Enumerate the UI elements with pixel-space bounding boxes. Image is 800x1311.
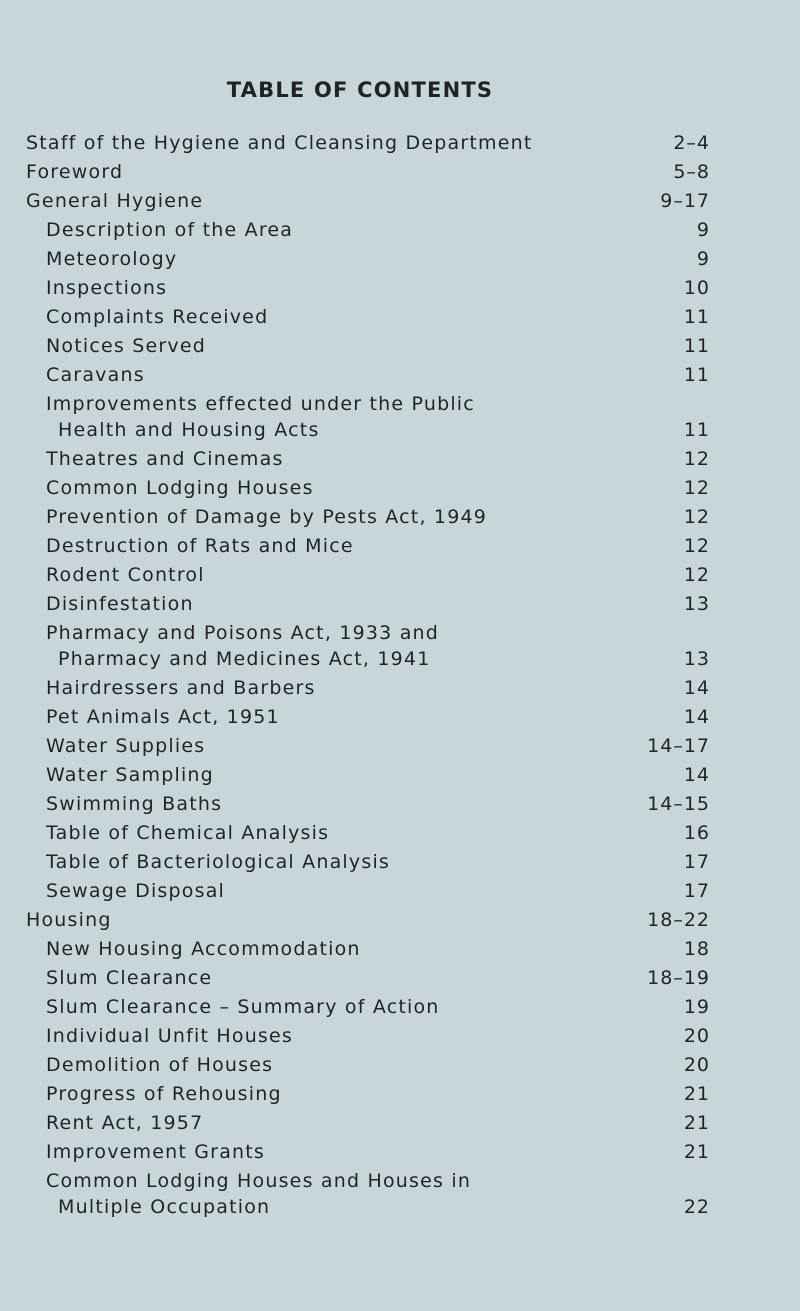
toc-entry	[0, 1110, 800, 1139]
toc-entry-title-line: Hairdressers and Barbers	[46, 677, 316, 699]
toc-entry-title	[46, 246, 566, 272]
toc-entry-title	[46, 591, 566, 617]
table-of-contents	[0, 130, 800, 1223]
toc-entry-title	[46, 936, 566, 962]
toc-page-numbers: 18–22	[647, 909, 710, 931]
toc-page-numbers: 14	[683, 677, 710, 699]
toc-entry	[0, 130, 800, 159]
toc-entry-title	[46, 504, 566, 530]
toc-entry-title	[46, 994, 566, 1020]
toc-page-numbers: 11	[683, 364, 710, 386]
toc-page-numbers: 16	[683, 822, 710, 844]
toc-entry-title-line: Improvement Grants	[46, 1141, 266, 1163]
toc-entry-title	[46, 304, 566, 330]
toc-page-numbers: 5–8	[673, 161, 710, 183]
toc-entry-title-line: Progress of Rehousing	[46, 1083, 282, 1105]
toc-entry-title-line: Water Supplies	[46, 735, 206, 757]
toc-entry-title	[46, 1023, 566, 1049]
toc-entry	[0, 362, 800, 391]
toc-entry-title	[46, 878, 566, 904]
toc-page-numbers: 13	[683, 648, 710, 670]
toc-entry-title	[46, 733, 566, 759]
toc-entry-title	[46, 965, 566, 991]
toc-entry-title-line: Improvements effected under the Public	[46, 393, 475, 415]
toc-entry-title-line: Slum Clearance – Summary of Action	[46, 996, 440, 1018]
toc-entry	[0, 159, 800, 188]
toc-entry	[0, 849, 800, 878]
toc-entry	[0, 620, 800, 675]
toc-page-numbers: 21	[683, 1141, 710, 1163]
toc-entry	[0, 791, 800, 820]
toc-entry-title-continuation: Pharmacy and Medicines Act, 1941	[58, 648, 431, 670]
toc-entry-title	[46, 1052, 566, 1078]
toc-entry	[0, 994, 800, 1023]
toc-entry	[0, 591, 800, 620]
toc-entry	[0, 1081, 800, 1110]
toc-entry	[0, 878, 800, 907]
toc-entry	[0, 533, 800, 562]
toc-page-numbers: 10	[683, 277, 710, 299]
toc-entry	[0, 188, 800, 217]
toc-page-numbers: 12	[683, 506, 710, 528]
toc-entry-title	[46, 620, 566, 672]
toc-page-numbers: 12	[683, 564, 710, 586]
toc-entry-title	[26, 188, 546, 214]
toc-entry-title-line: New Housing Accommodation	[46, 938, 361, 960]
toc-entry-title-line: Pet Animals Act, 1951	[46, 706, 280, 728]
toc-entry-title	[46, 217, 566, 243]
toc-entry-title	[46, 275, 566, 301]
toc-entry-title	[46, 820, 566, 846]
toc-entry-title-line: Caravans	[46, 364, 145, 386]
toc-page-numbers: 9–17	[660, 190, 710, 212]
toc-entry	[0, 562, 800, 591]
toc-page-numbers: 17	[683, 880, 710, 902]
toc-entry-title	[46, 362, 566, 388]
toc-entry-title-line: Description of the Area	[46, 219, 294, 241]
toc-page-numbers: 18	[683, 938, 710, 960]
toc-entry-title-line: Meteorology	[46, 248, 178, 270]
toc-entry-title-line: Foreword	[26, 161, 124, 183]
toc-entry-title-line: Rodent Control	[46, 564, 205, 586]
toc-entry-title-line: Individual Unfit Houses	[46, 1025, 294, 1047]
toc-entry-title-line: Notices Served	[46, 335, 206, 357]
toc-entry	[0, 1023, 800, 1052]
toc-entry	[0, 446, 800, 475]
toc-entry-title	[46, 1110, 566, 1136]
toc-entry-title	[46, 1168, 566, 1220]
toc-entry-title	[46, 849, 566, 875]
toc-entry-title-line: Complaints Received	[46, 306, 269, 328]
toc-entry-title-line: Housing	[26, 909, 112, 931]
toc-entry	[0, 217, 800, 246]
toc-entry-title-line: Table of Bacteriological Analysis	[46, 851, 391, 873]
toc-page-numbers: 2–4	[673, 132, 710, 154]
toc-entry-title	[26, 159, 546, 185]
toc-page-numbers: 14	[683, 706, 710, 728]
toc-entry	[0, 762, 800, 791]
toc-entry	[0, 504, 800, 533]
toc-page-numbers: 9	[696, 248, 710, 270]
toc-entry-title-line: Rent Act, 1957	[46, 1112, 204, 1134]
toc-entry	[0, 475, 800, 504]
toc-entry-title	[46, 1081, 566, 1107]
toc-page-numbers: 20	[683, 1025, 710, 1047]
toc-entry-title-line: Sewage Disposal	[46, 880, 226, 902]
toc-entry-title-line: Inspections	[46, 277, 168, 299]
toc-entry	[0, 275, 800, 304]
toc-page-numbers: 21	[683, 1083, 710, 1105]
toc-entry-title	[26, 130, 546, 156]
toc-page-numbers: 17	[683, 851, 710, 873]
toc-entry-title-line: Theatres and Cinemas	[46, 448, 284, 470]
toc-entry-title-line: Water Sampling	[46, 764, 214, 786]
toc-entry	[0, 907, 800, 936]
toc-page-numbers: 11	[683, 335, 710, 357]
toc-page-numbers: 14–17	[647, 735, 710, 757]
toc-entry-title-line: Pharmacy and Poisons Act, 1933 and	[46, 622, 440, 644]
toc-entry	[0, 1052, 800, 1081]
toc-entry	[0, 936, 800, 965]
toc-page-numbers: 12	[683, 477, 710, 499]
toc-entry	[0, 1168, 800, 1223]
toc-entry-title	[46, 533, 566, 559]
toc-entry-title-line: Demolition of Houses	[46, 1054, 274, 1076]
toc-page-numbers: 12	[683, 535, 710, 557]
toc-entry-title	[46, 791, 566, 817]
toc-entry	[0, 391, 800, 446]
toc-entry-title	[46, 475, 566, 501]
toc-page-numbers: 11	[683, 306, 710, 328]
toc-entry-title-continuation: Health and Housing Acts	[58, 419, 320, 441]
toc-page-numbers: 13	[683, 593, 710, 615]
toc-entry	[0, 965, 800, 994]
toc-entry	[0, 1139, 800, 1168]
toc-page-numbers: 14–15	[647, 793, 710, 815]
toc-entry-title	[46, 333, 566, 359]
toc-entry-title	[46, 562, 566, 588]
toc-page-numbers: 9	[696, 219, 710, 241]
toc-entry	[0, 733, 800, 762]
toc-entry	[0, 304, 800, 333]
toc-entry	[0, 333, 800, 362]
toc-entry-title-line: Prevention of Damage by Pests Act, 1949	[46, 506, 488, 528]
toc-entry-title-line: General Hygiene	[26, 190, 204, 212]
toc-entry-title-line: Destruction of Rats and Mice	[46, 535, 354, 557]
toc-entry-title	[46, 704, 566, 730]
toc-page-numbers: 14	[683, 764, 710, 786]
toc-entry-title-line: Common Lodging Houses and Houses in	[46, 1170, 472, 1192]
toc-entry-title-line: Slum Clearance	[46, 967, 213, 989]
toc-entry-title-line: Table of Chemical Analysis	[46, 822, 330, 844]
toc-page-numbers: 19	[683, 996, 710, 1018]
toc-page-numbers: 12	[683, 448, 710, 470]
toc-entry-title	[26, 907, 546, 933]
toc-page-numbers: 22	[683, 1196, 710, 1218]
toc-page-numbers: 20	[683, 1054, 710, 1076]
toc-entry	[0, 704, 800, 733]
toc-entry-title-continuation: Multiple Occupation	[58, 1196, 271, 1218]
toc-entry-title-line: Swimming Baths	[46, 793, 223, 815]
page-title: TABLE OF CONTENTS	[226, 78, 494, 102]
toc-entry-title	[46, 762, 566, 788]
toc-page-numbers: 18–19	[647, 967, 710, 989]
toc-entry-title	[46, 675, 566, 701]
toc-entry	[0, 675, 800, 704]
toc-entry-title-line: Common Lodging Houses	[46, 477, 314, 499]
toc-page-numbers: 11	[683, 419, 710, 441]
toc-page-numbers: 21	[683, 1112, 710, 1134]
toc-entry-title	[46, 1139, 566, 1165]
toc-entry-title-line: Staff of the Hygiene and Cleansing Department	[26, 132, 533, 154]
toc-entry-title	[46, 391, 566, 443]
toc-entry-title	[46, 446, 566, 472]
toc-entry-title-line: Disinfestation	[46, 593, 194, 615]
toc-entry	[0, 246, 800, 275]
toc-entry	[0, 820, 800, 849]
